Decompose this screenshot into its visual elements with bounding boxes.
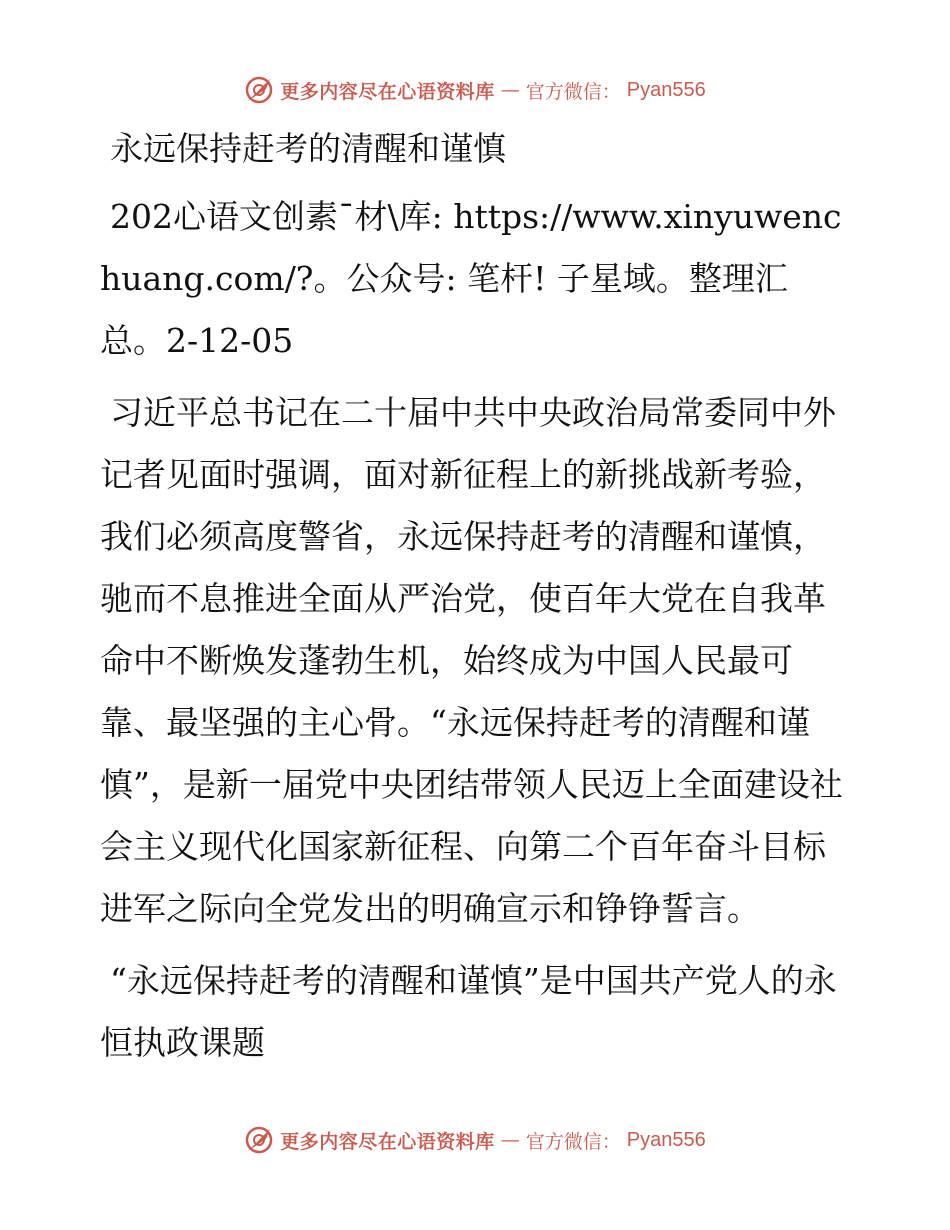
pen-logo-icon bbox=[244, 75, 274, 105]
footer-banner bbox=[0, 1120, 950, 1160]
banner-official-label: 官方微信： bbox=[525, 80, 621, 103]
banner-dash: — bbox=[500, 1129, 520, 1151]
pen-logo-icon bbox=[244, 1125, 274, 1155]
banner-wechat-id: Pyan556 bbox=[626, 1128, 706, 1151]
banner-text: 更多内容尽在心语资料库 bbox=[280, 1130, 495, 1153]
banner-dash: — bbox=[500, 79, 520, 101]
paragraph-2: “永远保持赶考的清醒和谨慎”是中国共产党人的永恒执政课题 bbox=[100, 961, 837, 1062]
document-body bbox=[100, 118, 850, 1084]
banner-official-label: 官方微信： bbox=[525, 1130, 621, 1153]
banner-wechat-id: Pyan556 bbox=[626, 78, 706, 101]
source-line: 202心语文创素¯材\库: https://www.xinyuwenchuang.com/?。公众号: 笔杆! 子星域。整理汇总。2-12-05 bbox=[100, 197, 842, 360]
paragraph-1: 习近平总书记在二十届中共中央政治局常委同中外记者见面时强调，面对新征程上的新挑战新考验，我们必须高度警省，永远保持赶考的清醒和谨慎，驰而不息推进全面从严治党，使百年大党在自我革命中不断焕发蓬勃生机，始终成为中国人民最可靠、最坚强的主心骨。“永远保持赶考的清醒和谨慎”，是新一届党中央团结带领人民迈上全面建设社会主义现代化国家新征程、向第二个百年奋斗目标进军之际向全党发出的明确宣示和铮铮誓言。 bbox=[100, 393, 843, 928]
document-title: 永远保持赶考的清醒和谨慎 bbox=[110, 129, 506, 168]
banner-text: 更多内容尽在心语资料库 bbox=[280, 80, 495, 103]
header-banner bbox=[0, 70, 950, 110]
